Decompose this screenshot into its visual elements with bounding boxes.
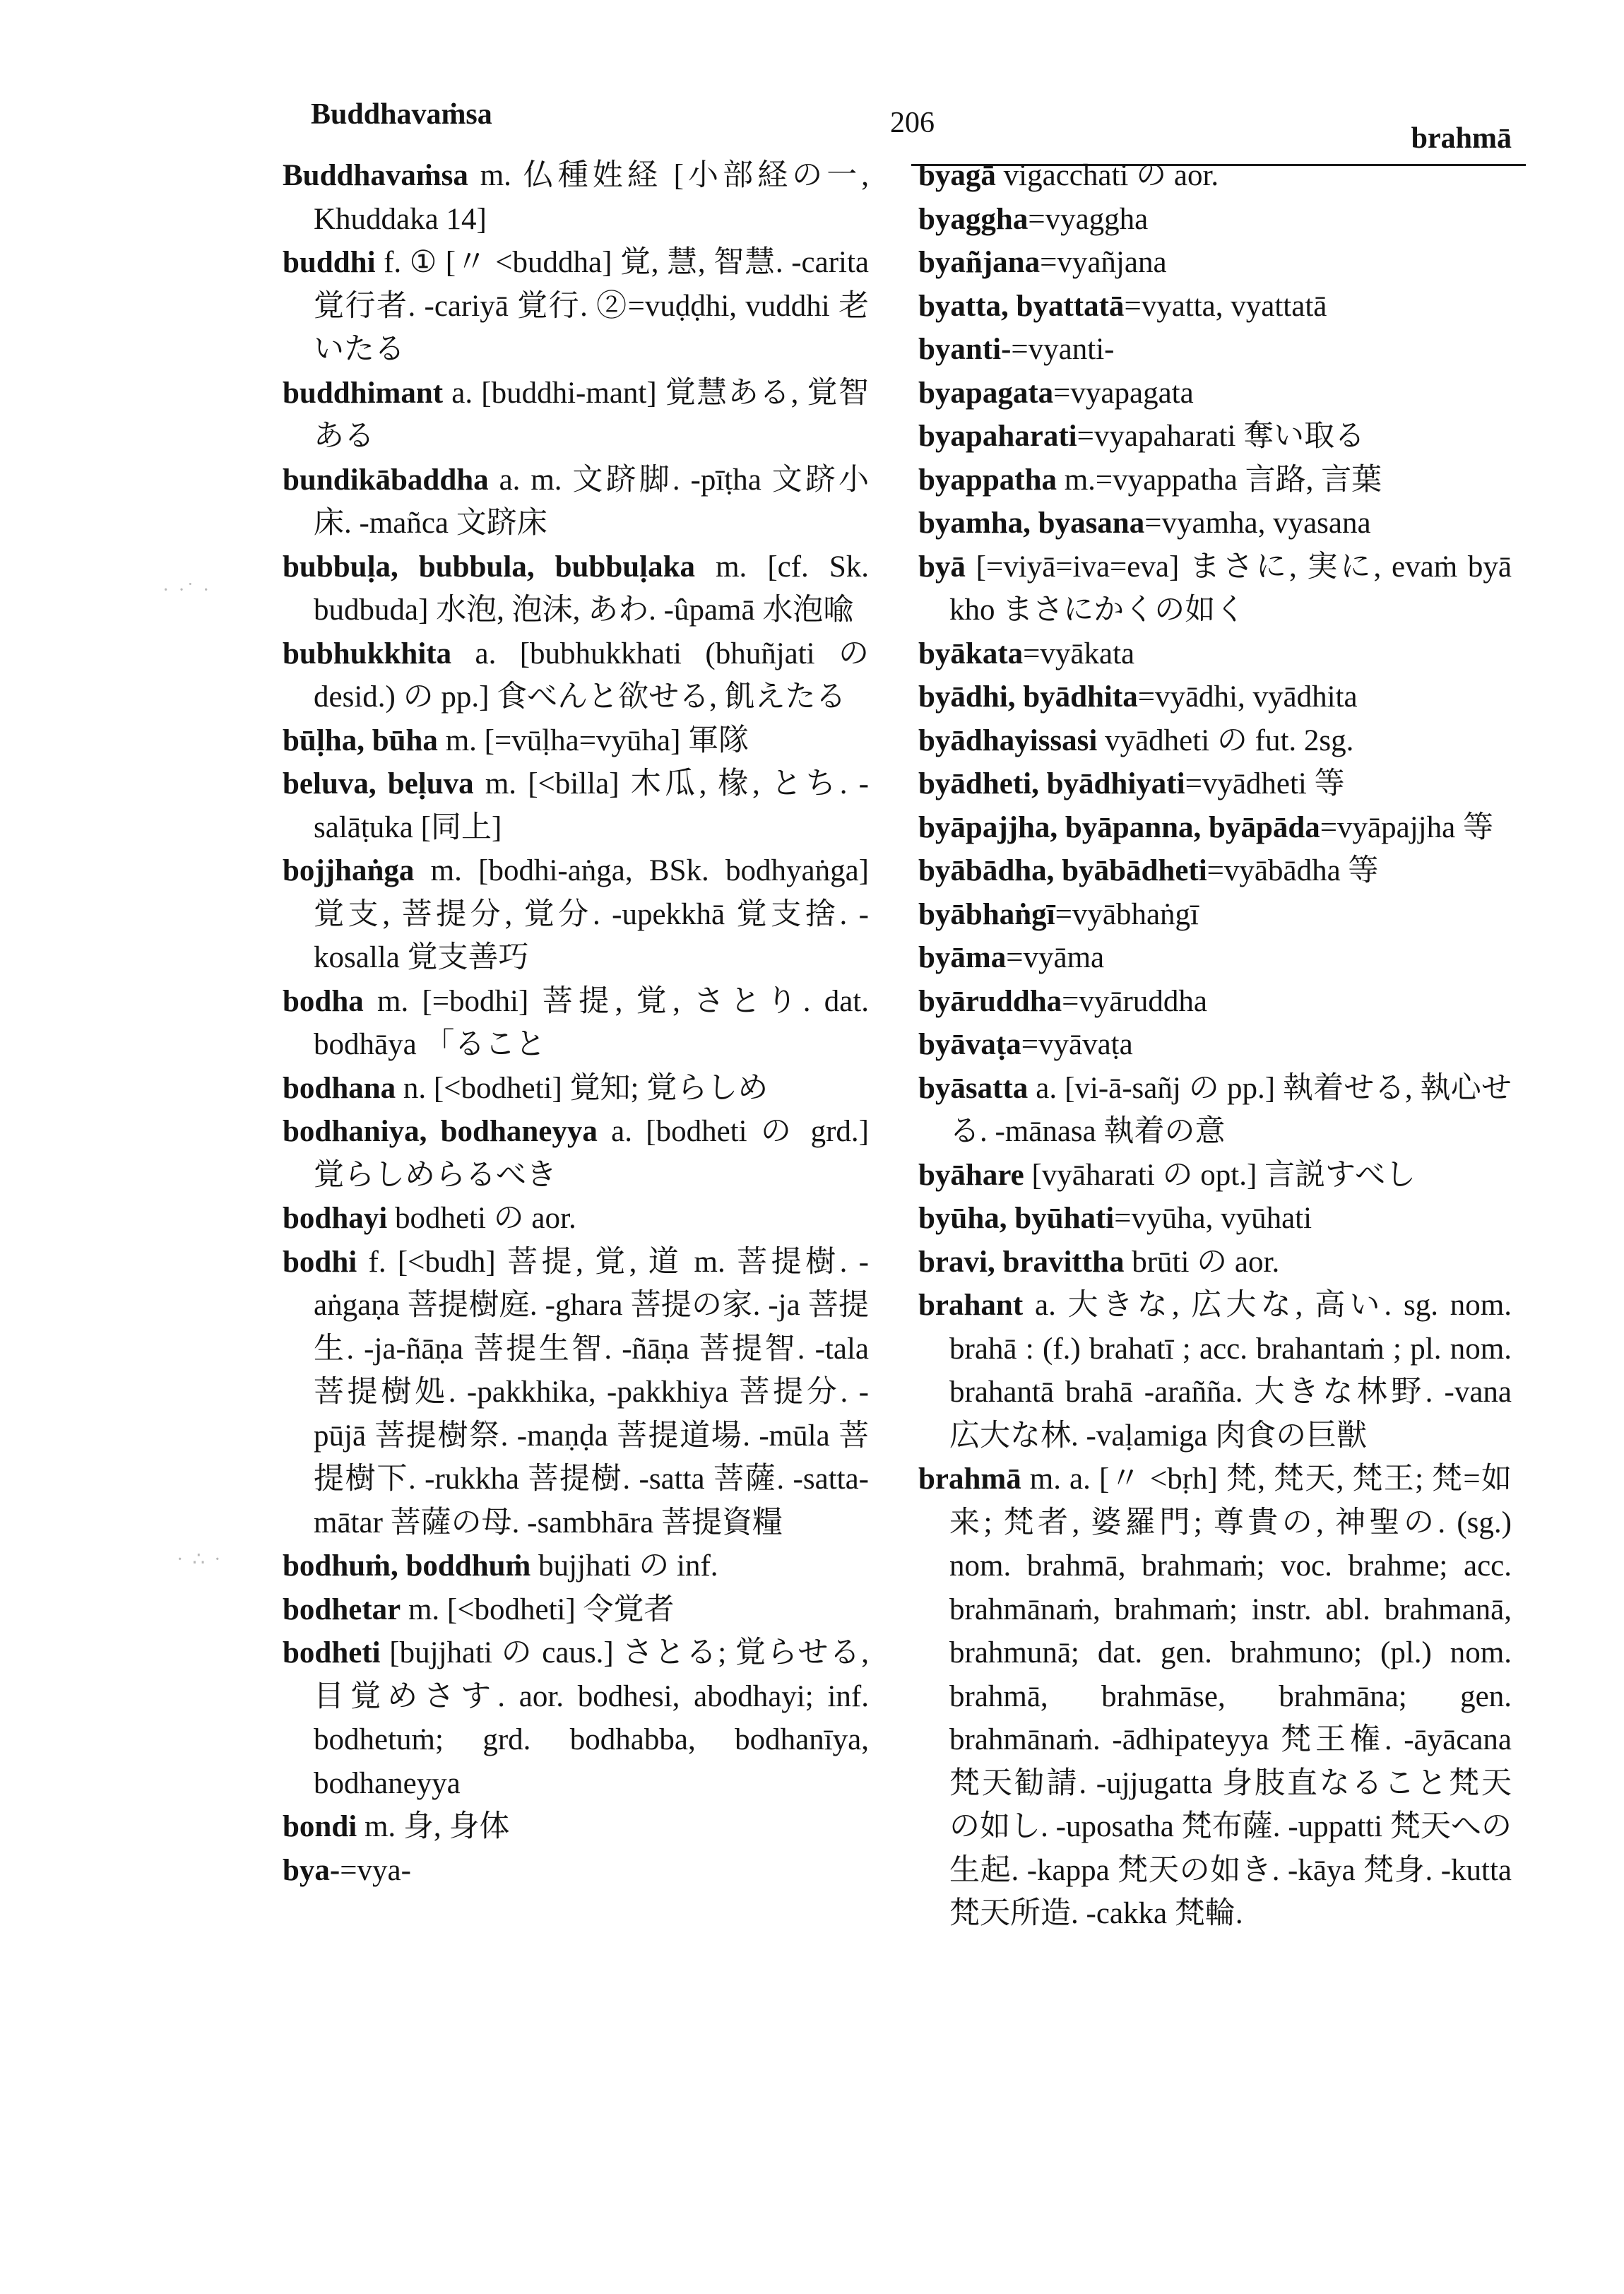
dictionary-entry	[918, 980, 1512, 1024]
entry-headword: byapagata	[918, 376, 1054, 410]
dictionary-entry	[918, 502, 1512, 545]
entry-definition: a. [vi-ā-sañj の pp.] 執着せる, 執心せる. -mānasa 執着の意	[949, 1071, 1512, 1148]
entry-headword: bodhi	[283, 1245, 357, 1279]
dictionary-entry	[283, 154, 869, 241]
entry-headword: byāhare	[918, 1158, 1024, 1192]
entry-headword: bodhayi	[283, 1202, 388, 1235]
dictionary-entry	[283, 1197, 869, 1241]
entry-definition: m. a. [〃 <bṛh] 梵, 梵天, 梵王; 梵=如来; 梵者, 婆羅門; 尊貴の, 神聖の. (sg.) nom. brahmā, brahmaṁ; voc. brahme; acc. brahmānaṁ, brahmaṁ; instr. abl. brahmanā, brahmunā; dat. gen. brahmuno; (pl.) nom. brahmā, brahmāse, brahmāna; gen. brahmānaṁ. -ādhipateyya 梵王権. -āyācana 梵天勧請. -ujjugatta 身肢直なること梵天の如し. -uposatha 梵布薩. -uppatti 梵天への生起. -kappa 梵天の如き. -kāya 梵身. -kutta 梵天所造. -cakka 梵輪.	[949, 1462, 1512, 1930]
dictionary-entry	[918, 372, 1512, 415]
entry-definition: m. 仏種姓経 [小部経の一, Khuddaka 14]	[314, 159, 869, 236]
entry-headword: byā	[918, 550, 966, 584]
entry-definition: [bujjhati の caus.] さとる; 覚らせる, 目覚めさす. aor. bodhesi, abodhayi; inf. bodhetuṁ; grd. bodhabba, bodhanīya, bodhaneyya	[314, 1636, 870, 1800]
dictionary-entry	[918, 198, 1512, 242]
entry-definition: =vyamha, vyasana	[1144, 507, 1371, 540]
entry-headword: bodhaniya, bodhaneyya	[283, 1115, 598, 1148]
entry-headword: byatta, byattatā	[918, 289, 1125, 323]
entry-definition: m. 身, 身体	[364, 1810, 510, 1843]
entry-definition: vigacchati の aor.	[1003, 159, 1219, 192]
entry-headword: byāvaṭa	[918, 1028, 1021, 1061]
entry-definition: m. [<billa] 木瓜, 椽, とち. -salāṭuka [同上]	[314, 767, 869, 844]
entry-headword: byāruddha	[918, 984, 1062, 1018]
left-column	[283, 154, 869, 1892]
entry-headword: bodhetar	[283, 1592, 401, 1626]
dictionary-entry	[283, 980, 869, 1067]
entry-definition: =vyaggha	[1028, 202, 1149, 236]
entry-headword: byādhi, byādhita	[918, 680, 1138, 714]
right-column	[918, 154, 1512, 1936]
entry-headword: Buddhavaṁsa	[283, 159, 468, 192]
entry-definition: [=viyā=iva=eva] まさに, 実に, evaṁ byā kho まさにかくの如く	[949, 550, 1512, 627]
dictionary-entry	[918, 415, 1512, 459]
entry-definition: =vyatta, vyattatā	[1124, 289, 1327, 323]
entry-headword: brahant	[918, 1289, 1024, 1322]
entry-definition: =vyādhi, vyādhita	[1137, 680, 1358, 714]
entry-definition: a. [buddhi-mant] 覚慧ある, 覚智ある	[314, 376, 869, 453]
dictionary-entry	[918, 1458, 1512, 1936]
entry-definition: =vyañjana	[1040, 246, 1167, 279]
entry-headword: bondi	[283, 1810, 357, 1843]
entry-headword: bubhukkhita	[283, 637, 452, 670]
entry-definition: m. [bodhi-aṅga, BSk. bodhyaṅga] 覚支, 菩提分, 覚分. -upekkhā 覚支捨. -kosalla 覚支善巧	[314, 854, 869, 974]
header-left-guideword: Buddhavaṁsa	[311, 98, 492, 131]
dictionary-entry	[918, 762, 1512, 806]
entry-definition: f. [<budh] 菩提, 覚, 道 m. 菩提樹. -aṅgaṇa 菩提樹庭. -ghara 菩提の家. -ja 菩提生. -ja-ñāṇa 菩提生智. -ñāṇa 菩提智. -tala 菩提樹処. -pakkhika, -pakkhiya 菩提分. -pūjā 菩提樹祭. -maṇḍa 菩提道場. -mūla 菩提樹下. -rukkha 菩提樹. -satta 菩薩. -satta-mātar 菩薩の母. -sambhāra 菩提資糧	[314, 1245, 869, 1539]
dictionary-entry	[283, 241, 869, 372]
entry-headword: byaggha	[918, 202, 1029, 236]
dictionary-entry	[918, 806, 1512, 850]
entry-headword: byañjana	[918, 246, 1041, 279]
entry-headword: byākata	[918, 637, 1024, 670]
entry-definition: =vyāpajjha 等	[1320, 810, 1493, 844]
entry-headword: bya-	[283, 1853, 340, 1887]
entry-definition: =vyābhaṅgī	[1055, 897, 1199, 931]
entry-definition: n. [<bodheti] 覚知; 覚らしめ	[403, 1071, 769, 1105]
entry-definition: m. [=vūḷha=vyūha] 軍隊	[445, 723, 749, 757]
entry-definition: m.=vyappatha 言路, 言葉	[1064, 463, 1382, 497]
entry-definition: brūti の aor.	[1132, 1245, 1280, 1279]
dictionary-entry	[283, 1631, 869, 1805]
dictionary-entry	[918, 241, 1512, 285]
dictionary-entry	[918, 1023, 1512, 1067]
dictionary-entry	[918, 285, 1512, 329]
entry-headword: byāma	[918, 941, 1007, 974]
entry-definition: =vyāma	[1006, 941, 1105, 974]
entry-definition: f. ① [〃 <buddha] 覚, 慧, 智慧. -carita 覚行者. -cariyā 覚行. ②=vuḍḍhi, vuddhi 老いたる	[314, 246, 869, 366]
dictionary-entry	[283, 632, 869, 719]
entry-definition: a. 大きな, 広大な, 高い. sg. nom. brahā : (f.) brahatī ; acc. brahantaṁ ; pl. nom. brahantā brahā -arañña. 大きな林野. -vana 広大な林. -vaḷamiga 肉食の巨獣	[949, 1289, 1512, 1453]
dictionary-entry	[918, 1154, 1512, 1198]
entry-definition: m. [cf. Sk. budbuda] 水泡, 泡沫, あわ. -ûpamā 水泡喩	[314, 550, 869, 627]
entry-headword: byābādha, byābādheti	[918, 854, 1207, 887]
dictionary-entry	[918, 1241, 1512, 1284]
entry-headword: bodhana	[283, 1071, 396, 1105]
entry-headword: brahmā	[918, 1462, 1021, 1496]
entry-headword: būḷha, būha	[283, 723, 438, 757]
dictionary-entry	[918, 1067, 1512, 1154]
entry-definition: a. [bubhukkhati (bhuñjati の desid.) の pp.] 食べんと欲せる, 飢えたる	[314, 637, 869, 714]
entry-definition: =vyanti-	[1011, 333, 1115, 366]
dictionary-entry	[283, 459, 869, 545]
dictionary-entry	[918, 459, 1512, 502]
entry-headword: byādheti, byādhiyati	[918, 767, 1185, 800]
entry-headword: bubbuḷa, bubbula, bubbuḷaka	[283, 550, 696, 584]
dictionary-entry	[918, 1197, 1512, 1241]
header-right-guideword: brahmā	[1411, 122, 1512, 155]
dictionary-entry	[918, 328, 1512, 372]
dictionary-entry	[283, 849, 869, 980]
dictionary-entry	[283, 1067, 869, 1111]
entry-headword: beluva, beḷuva	[283, 767, 474, 800]
entry-definition: a. m. 文跻脚. -pīṭha 文跻小床. -mañca 文跻床	[314, 463, 869, 540]
dictionary-entry	[283, 1849, 869, 1893]
dictionary-entry	[283, 1110, 869, 1197]
entry-headword: buddhimant	[283, 376, 444, 410]
dictionary-entry	[918, 936, 1512, 980]
page-number: 206	[890, 107, 935, 139]
dictionary-entry	[283, 1241, 869, 1545]
entry-definition: =vya-	[340, 1853, 411, 1887]
dictionary-entry	[283, 1588, 869, 1632]
entry-headword: byāsatta	[918, 1071, 1029, 1105]
dictionary-entry	[283, 719, 869, 763]
entry-definition: =vyapaharati 奪い取る	[1077, 420, 1365, 453]
entry-definition: m. [<bodheti] 令覚者	[408, 1592, 675, 1626]
entry-definition: vyādheti の fut. 2sg.	[1105, 723, 1354, 757]
scan-artifact: · ·˙ ·	[162, 579, 212, 601]
dictionary-entry	[918, 154, 1512, 198]
dictionary-entry	[283, 372, 869, 459]
entry-headword: bodhuṁ, boddhuṁ	[283, 1549, 531, 1583]
dictionary-entry	[918, 1284, 1512, 1458]
entry-headword: byanti-	[918, 333, 1012, 366]
entry-definition: bodheti の aor.	[394, 1202, 576, 1235]
entry-headword: bodha	[283, 984, 364, 1018]
entry-headword: byābhaṅgī	[918, 897, 1055, 931]
dictionary-entry	[918, 719, 1512, 763]
entry-definition: =vyābādha 等	[1207, 854, 1379, 887]
dictionary-entry	[283, 762, 869, 849]
entry-headword: bojjhaṅga	[283, 854, 415, 887]
entry-headword: bodheti	[283, 1636, 381, 1669]
dictionary-entry	[918, 632, 1512, 676]
entry-headword: byappatha	[918, 463, 1057, 497]
entry-headword: byapaharati	[918, 420, 1077, 453]
dictionary-entry	[918, 545, 1512, 632]
entry-headword: byagā	[918, 159, 996, 192]
dictionary-entry	[283, 545, 869, 632]
entry-definition: bujjhati の inf.	[538, 1549, 718, 1583]
entry-headword: byūha, byūhati	[918, 1202, 1115, 1235]
entry-headword: byāpajjha, byāpanna, byāpāda	[918, 810, 1320, 844]
dictionary-entry	[283, 1805, 869, 1849]
entry-definition: =vyādheti 等	[1185, 767, 1345, 800]
entry-headword: bundikābaddha	[283, 463, 489, 497]
entry-definition: =vyūha, vyūhati	[1114, 1202, 1312, 1235]
entry-definition: =vyākata	[1023, 637, 1135, 670]
entry-definition: [vyāharati の opt.] 言説すべし	[1031, 1158, 1416, 1192]
entry-definition: m. [=bodhi] 菩提, 覚, さとり. dat. bodhāya 「ること	[314, 984, 869, 1061]
dictionary-entry	[918, 675, 1512, 719]
running-header	[297, 78, 1526, 155]
entry-headword: byamha, byasana	[918, 507, 1145, 540]
scan-artifact: · ∴ ·	[177, 1549, 223, 1571]
entry-headword: bravi, bravittha	[918, 1245, 1125, 1279]
entry-definition: =vyapagata	[1053, 376, 1194, 410]
entry-definition: =vyāruddha	[1062, 984, 1207, 1018]
dictionary-entry	[918, 849, 1512, 893]
entry-definition: a. [bodheti の grd.] 覚らしめらるべき	[314, 1115, 870, 1192]
entry-definition: =vyāvaṭa	[1021, 1028, 1133, 1061]
dictionary-entry	[283, 1544, 869, 1588]
dictionary-entry	[918, 893, 1512, 937]
entry-headword: buddhi	[283, 246, 376, 279]
entry-headword: byādhayissasi	[918, 723, 1098, 757]
